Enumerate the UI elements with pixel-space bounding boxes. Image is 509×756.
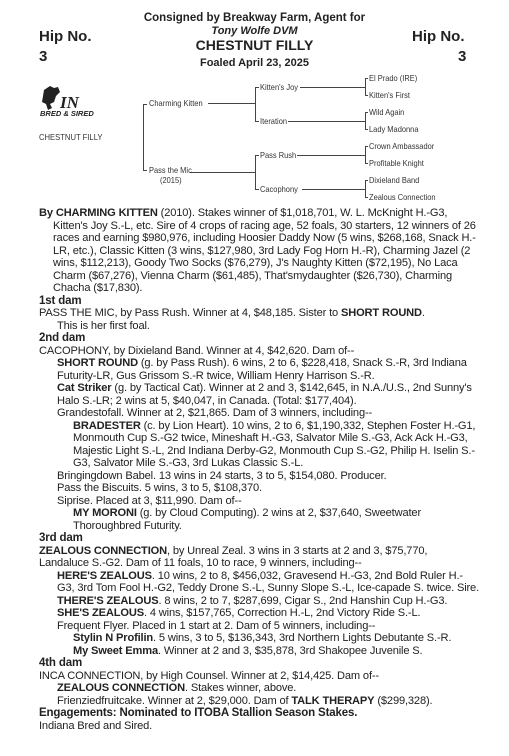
ped-dss: Crown Ambassador bbox=[369, 141, 435, 151]
indiana-bred-logo bbox=[40, 84, 106, 124]
ped-ddd: Zealous Connection bbox=[369, 192, 436, 202]
ped-ssd: Kitten's First bbox=[369, 90, 410, 100]
catalog-body bbox=[39, 207, 479, 732]
second-dam-heading: 2nd dam bbox=[39, 332, 86, 344]
hip-number-left: 3 bbox=[39, 48, 48, 65]
engagements-line: Engagements: Nominated to ITOBA Stallion Season Stakes. bbox=[39, 707, 358, 719]
biscuits-entry: Pass the Biscuits. 5 wins, 3 to 5, $108,370. bbox=[57, 482, 262, 494]
ped-sdd: Lady Madonna bbox=[369, 124, 419, 134]
ped-sss: El Prado (IRE) bbox=[369, 73, 418, 83]
cat-striker-entry: Cat Striker (g. by Tactical Cat). Winner at 2 and 3, $142,645, in N.A./U.S., 2nd Sunny's Halo S.-LR; 2 wins at 5, $40,047, in Canada. (Total: $177,404). bbox=[57, 382, 472, 407]
subject-label: CHESTNUT FILLY bbox=[39, 132, 103, 142]
grandestofall-entry: Grandestofall. Winner at 2, $21,865. Dam of 3 winners, including-- bbox=[57, 407, 373, 419]
first-dam-heading: 1st dam bbox=[39, 294, 82, 307]
ped-ss: Kitten's Joy bbox=[260, 82, 299, 92]
heres-zealous-entry: HERE'S ZEALOUS. 10 wins, 2 to 8, $456,032, Gravesend H.-G3, 2nd Bold Ruler H.-G3, 3rd Tom Fool H.-G2, Teddy Drone S.-L, Sunny Slope S.-L, Ice-capade S. twice. Sire. bbox=[57, 569, 480, 594]
moroni-entry: MY MORONI (g. by Cloud Computing). 2 wins at 2, $37,640, Sweetwater Thoroughbred Futurity. bbox=[73, 507, 421, 532]
ped-dam: Pass the Mic bbox=[149, 165, 192, 175]
shes-zealous-entry: SHE'S ZEALOUS. 4 wins, $157,765, Correction H.-L, 2nd Victory Ride S.-L. bbox=[57, 607, 421, 619]
first-dam-paragraph: PASS THE MIC, by Pass Rush. Winner at 4, $48,185. Sister to SHORT ROUND. bbox=[39, 307, 425, 319]
sire-name: CHARMING KITTEN bbox=[55, 207, 158, 219]
sweet-emma-entry: My Sweet Emma. Winner at 2 and 3, $35,878, 3rd Shakopee Juvenile S. bbox=[73, 644, 423, 657]
short-round-entry: SHORT ROUND (g. by Pass Rush). 6 wins, 2 to 6, $228,418, Snack S.-R, 3rd Indiana Futurity-LR, Gus Grissom S.-R twice, William Henry Harrison S.-R. bbox=[57, 357, 467, 382]
fourth-dam-paragraph: INCA CONNECTION, by High Counsel. Winner at 2, $14,425. Dam of-- bbox=[39, 669, 379, 682]
hip-label-left: Hip No. bbox=[39, 28, 92, 45]
ped-dsd: Profitable Knight bbox=[369, 158, 424, 168]
third-dam-heading: 3rd dam bbox=[39, 532, 83, 544]
third-dam-paragraph: ZEALOUS CONNECTION, by Unreal Zeal. 3 wins in 3 starts at 2 and 3, $75,770, Landaluce S.-G2. Dam of 11 foals, 10 to race, 9 winners, including-- bbox=[39, 544, 428, 569]
ped-sds: Wild Again bbox=[369, 107, 405, 117]
zealous-connection-entry: ZEALOUS CONNECTION. Stakes winner, above. bbox=[57, 682, 297, 694]
consignor-line-2: Tony Wolfe DVM bbox=[211, 25, 298, 37]
sire-paragraph: By CHARMING KITTEN (2010). Stakes winner of $1,018,701, W. L. McKnight H.-G3, Kitten's Joy S.-L, etc. Sire of 4 crops of racing age, 52 foals, 30 starters, 12 winners of 26 races and earning $980,976, including Hoosier Daddy Now (5 wins, $268,168, Snack H.-LR, etc.), Classic Kitten (3 wins, $127,980, 3rd Lady Fog Horn H.-R), Charming Jazel (2 wins, $112,213), Goody Two Socks ($76,279), J's Naughty Kitten ($72,195), No Laca Charm ($67,276), Vienna Charm ($61,485), That'smydaughter ($26,730), Charming Chacha ($17,830). bbox=[39, 207, 476, 294]
foaled-date: Foaled April 23, 2025 bbox=[199, 57, 310, 69]
horse-logo-icon bbox=[40, 84, 106, 124]
frienziedfruitcake-entry: Frienziedfruitcake. Winner at 2, $29,000. Dam of TALK THERAPY ($299,328). bbox=[57, 694, 433, 707]
bringingdown-entry: Bringingdown Babel. 13 wins in 24 starts, 3 to 5, $154,080. Producer. bbox=[57, 469, 387, 482]
ped-sire: Charming Kitten bbox=[149, 98, 203, 108]
ped-dd: Cacophony bbox=[260, 184, 298, 194]
stylin-entry: Stylin N Profilin. 5 wins, 3 to 5, $136,343, 3rd Northern Lights Debutante S.-R. bbox=[73, 632, 452, 644]
consignor-line-1: Consigned by Breakway Farm, Agent for bbox=[143, 12, 366, 24]
ped-sd: Iteration bbox=[260, 116, 288, 126]
ped-dam-year: (2015) bbox=[160, 175, 182, 185]
bradester-entry: BRADESTER (c. by Lion Heart). 10 wins, 2 to 6, $1,190,332, Stephen Foster H.-G1, Monmouth Cup S.-G2 twice, Mineshaft H.-G3, Salvator Mile S.-G3, Ack Ack H.-G3, Majestic Light S.-L, 2nd Indiana Derby-G2, Monmouth Cup S.-G2, Philip H. Iselin S.-G3, Salvator Mile S.-G3, 3rd Lukas Classic S.-L. bbox=[73, 419, 476, 469]
indiana-bred-line: Indiana Bred and Sired. bbox=[39, 719, 153, 732]
ped-dds: Dixieland Band bbox=[369, 175, 420, 185]
logo-caption: BRED & SIRED bbox=[40, 109, 94, 118]
siprise-entry: Siprise. Placed at 3, $11,990. Dam of-- bbox=[57, 494, 242, 507]
hip-label-right: Hip No. bbox=[412, 28, 465, 45]
ped-ds: Pass Rush bbox=[260, 150, 297, 160]
theres-zealous-entry: THERE'S ZEALOUS. 8 wins, 2 to 7, $287,699, Cigar S., 2nd Hanshin Cup H.-G3. bbox=[57, 594, 448, 607]
hip-number-right: 3 bbox=[458, 48, 467, 65]
second-dam-paragraph: CACOPHONY, by Dixieland Band. Winner at 4, $42,620. Dam of-- bbox=[39, 344, 355, 357]
fourth-dam-heading: 4th dam bbox=[39, 657, 83, 669]
frequent-flyer-entry: Frequent Flyer. Placed in 1 start at 2. Dam of 5 winners, including-- bbox=[57, 619, 376, 632]
first-foal-note: This is her first foal. bbox=[57, 319, 150, 332]
logo-mark: IN bbox=[60, 93, 79, 112]
horse-title: CHESTNUT FILLY bbox=[195, 37, 314, 53]
